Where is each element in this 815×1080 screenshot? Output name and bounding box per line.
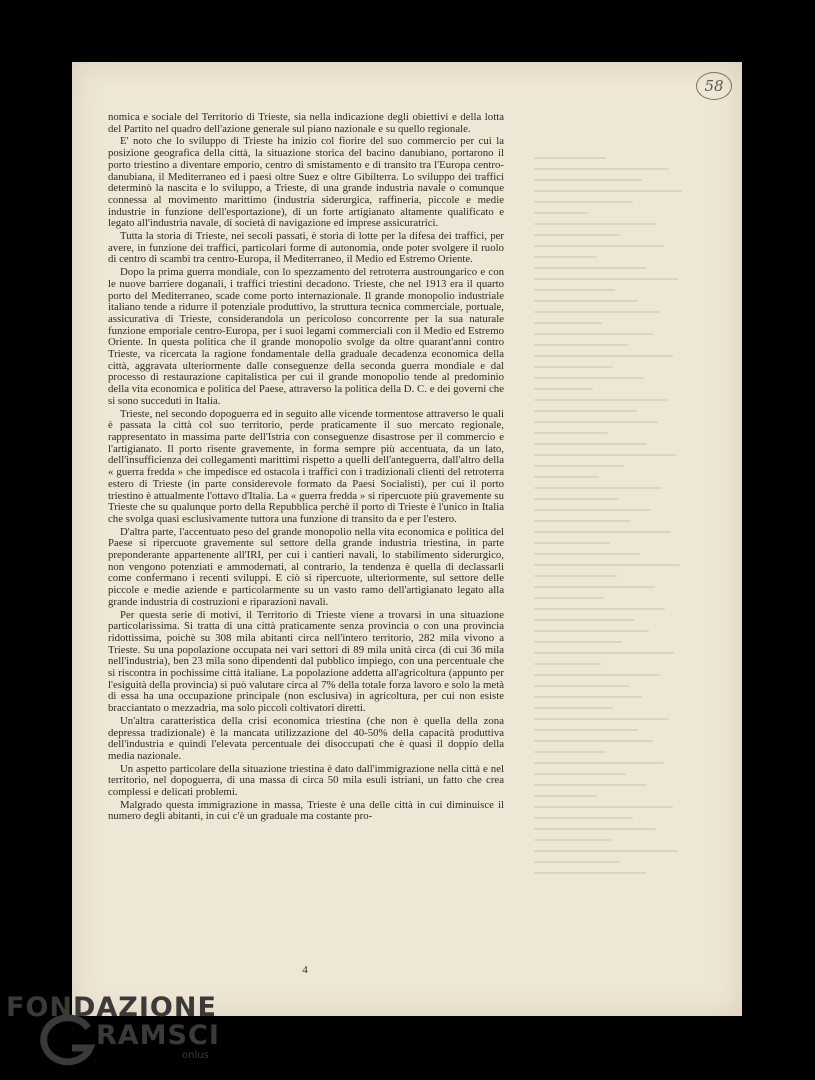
bleed-through-text bbox=[534, 157, 714, 977]
body-text bbox=[108, 112, 504, 824]
paragraph: nomica e sociale del Territorio di Trieste, sia nella indicazione degli obiettivi e della lotta del Partito nel quadro dell'azione generale sul piano nazionale e su quello regionale. bbox=[108, 111, 504, 135]
paragraph: Trieste, nel secondo dopoguerra ed in seguito alle vicende tormentose attraverso le quali è passata la città col suo territorio, perde praticamente il suo mercato regionale, rappresentato in massima parte dell'Istria con conseguenze disastrose per il commercio e l'artigianato. Il porto risente gravemente, in forma sempre più accentuata, da un lato, dell'insufficienza dei collegamenti marittimi rispetto a quelli dell'anteguerra, dall'altro della « guerra fredda » che impedisce ed ostacola i traffici con i tradizionali clienti del retroterra estero di Trieste (in parte considerevole formato da Paesi Socialisti), per cui il porto triestino è attualmente l'ottavo d'Italia. La « guerra fredda » si ripercuote più gravemente su Trieste che su qualunque porto della Repubblica perchè il porto di Trieste è l'unico in Italia che svolga quasi esclusivamente tuttora una funzione di transito da e per l'estero. bbox=[108, 407, 504, 525]
paragraph: Tutta la storia di Trieste, nei secoli passati, è storia di lotte per la difesa dei traffici, per avere, in funzione dei traffici, particolari forme di autonomia, onde poter svolgere il ruolo di centro di scambi tra centro-Europa, il Mediterraneo, il Medio ed Estremo Oriente. bbox=[108, 230, 504, 266]
logo-g-ring-icon bbox=[38, 1014, 96, 1066]
logo-text-gramsci: RAMSCI bbox=[96, 1020, 220, 1051]
logo-text-fondazione: FONDAZIONE bbox=[6, 992, 217, 1023]
page-number: 4 bbox=[302, 964, 308, 976]
paragraph: Un'altra caratteristica della crisi economica triestina (che non è quella della zona depressa tradizionale) è la mancata utilizzazione del 40-50% della capacità produttiva dell'industria e quindi l'elevata percentuale dei disoccupati che è quasi il doppio della media nazionale. bbox=[108, 714, 504, 762]
fondazione-gramsci-logo bbox=[6, 990, 220, 1070]
paragraph: D'altra parte, l'accentuato peso del grande monopolio nella vita economica e politica del Paese si ripercuote gravemente sul settore della grande industria triestina, in parte preponderante appartenente all'IRI, per cui i cantieri navali, lo stabilimento siderurgico, non vengono potenziati e ammodernati, al contrario, la tendenza è quella di declassarli come confermano i recenti sviluppi. E ciò si ripercuote, ulteriormente, sul settore delle piccole e medie aziende e particolarmente su un vasto ramo dell'artigianato legato alla grande industria di costruzioni e riparazioni navali. bbox=[108, 525, 504, 608]
document-page bbox=[72, 62, 742, 1016]
paragraph: Malgrado questa immigrazione in massa, Trieste è una delle città in cui diminuisce il numero degli abitanti, in cui c'è un graduale ma costante pro- bbox=[108, 798, 504, 823]
paragraph: Per questa serie di motivi, il Territorio di Trieste viene a trovarsi in una situazione particolarissima. Si tratta di una città praticamente senza provincia o con una provincia ridottissima, poichè su 308 mila abitanti circa nell'intero territorio, 282 mila vivono a Trieste. Su una popolazione occupata nei vari settori di 89 mila unità circa (di cui 36 mila nell'industria), ben 23 mila sono dipendenti dal pubblico impiego, con una percentuale che si riscontra in pochissime città italiane. La popolazione addetta all'agricoltura (appunto per l'esiguità della provincia) si può valutare circa al 7% della totale forza lavoro e solo la metà di essa ha una occupazione principale (non esclusiva) in agricoltura, per cui non esiste bracciantato o mezzadria, ma solo piccoli coltivatori diretti. bbox=[108, 608, 504, 715]
logo-text-onlus: onlus bbox=[182, 1050, 209, 1061]
paragraph: Dopo la prima guerra mondiale, con lo spezzamento del retroterra austroungarico e con le nuove barriere doganali, i traffici triestini decadono. Trieste, che nel 1913 era il quarto porto del Mediterraneo, scade come porto internazionale. Il grande monopolio industriale italiano tende a ridurre il potenziale produttivo, la struttura tecnica commerciale, portuale, assicurativa di Trieste, considerandola un pericoloso concorrente per la sua naturale funzione emporiale centro-Europa, per i suoi legami commerciali con il Medio ed Estremo Oriente. In questa politica che il grande monopolio svolge da oltre quarant'anni contro Trieste, va ricercata la ragione fondamentale della graduale decadenza economica della città, aggravata ulteriormente dalle conseguenze della seconda guerra mondiale e dal processo di restaurazione capitalistica per cui il grande monopolio tende al predominio della vita economica e politica del Paese, attraverso la politica della D. C. e dei governi che si sono succeduti in Italia. bbox=[108, 266, 504, 407]
paragraph: Un aspetto particolare della situazione triestina è dato dall'immigrazione nella città e nel territorio, nel dopoguerra, di una massa di circa 50 mila esuli istriani, un fatto che crea complessi e delicati problemi. bbox=[108, 762, 504, 799]
archive-stamp: 58 bbox=[696, 72, 732, 100]
paragraph: E' noto che lo sviluppo di Trieste ha inizio col fiorire del suo commercio per cui la posizione geografica della città, la situazione storica del bacino danubiano, portarono il porto triestino a diventare emporio, centro di smistamento e di transito tra l'Europa centro-danubiana, il Mediterraneo ed i paesi oltre Suez e oltre Gibilterra. Lo sviluppo dei traffici determinò la nascita e lo sviluppo, a Trieste, di una grande industria navale o comunque connessa al movimento marittimo (industria siderurgica, raffineria, piccole e medie industrie in funzione dell'esportazione), di un forte artigianato altamente qualificato e legato all'industria navale, di società di navigazione ed imprese assicuratrici. bbox=[108, 135, 504, 230]
